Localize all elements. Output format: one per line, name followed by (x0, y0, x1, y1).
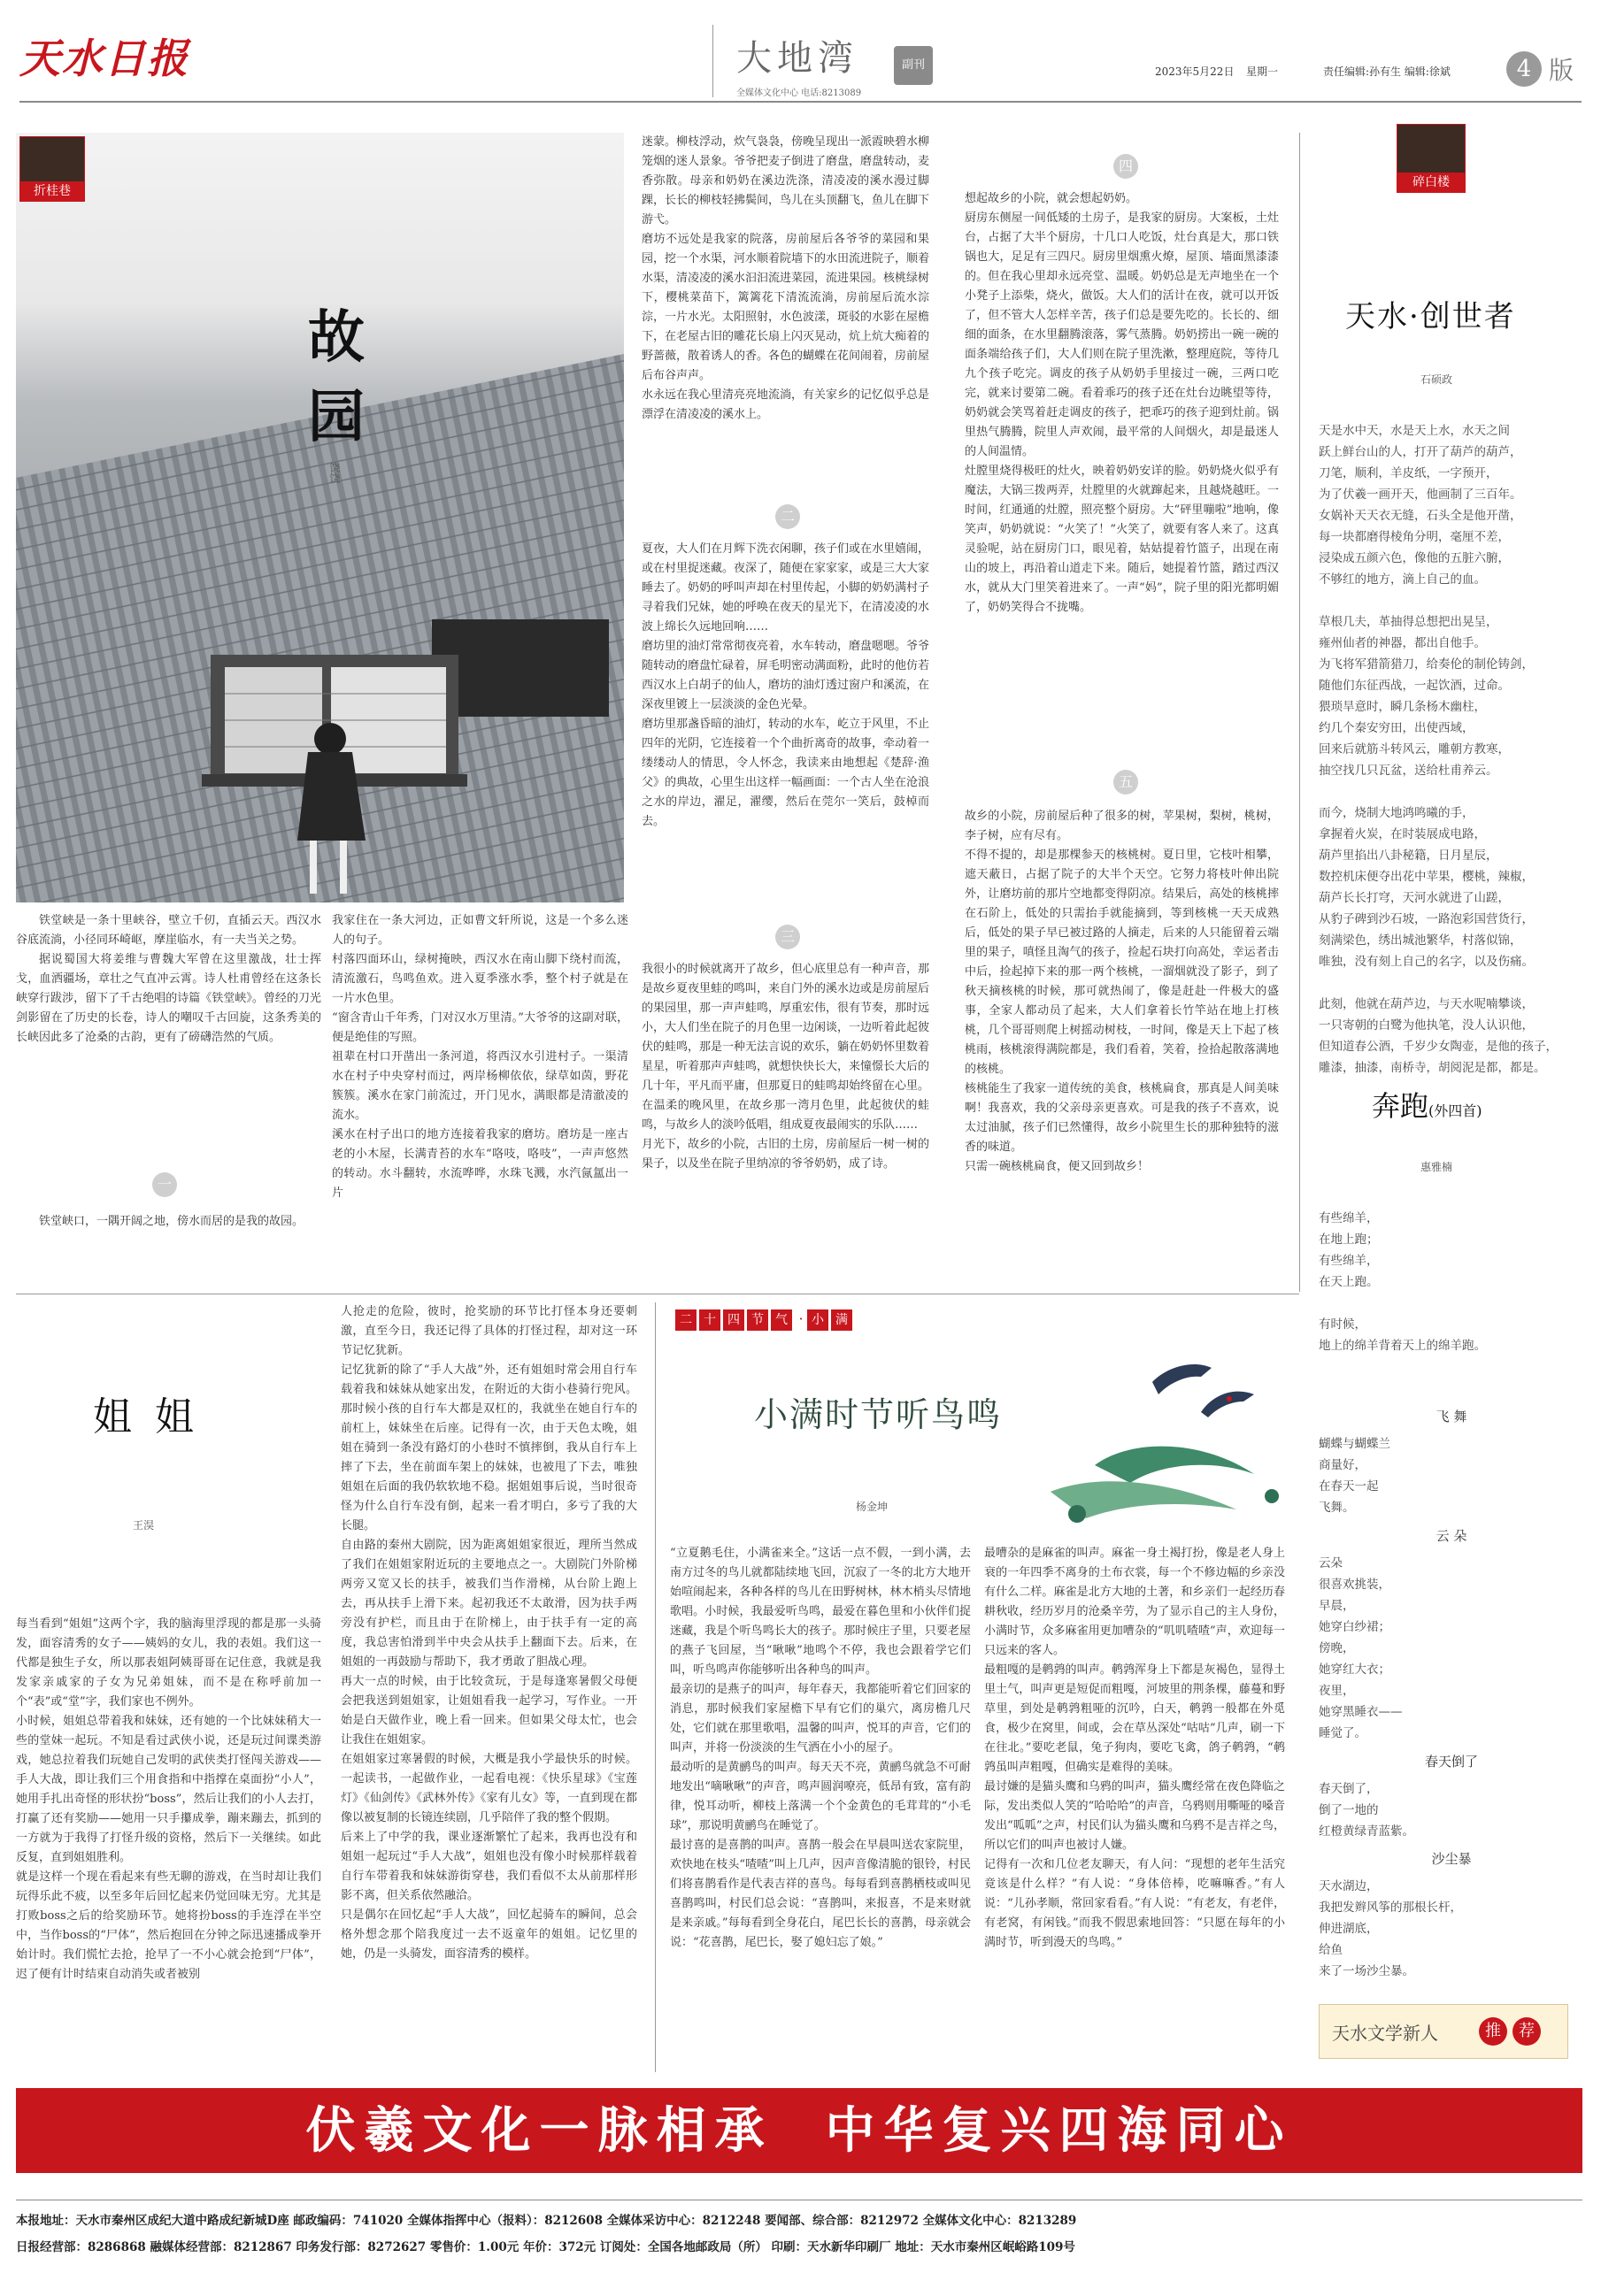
article-author: 饶饶 (328, 462, 341, 483)
jiejie-col1: 每当看到“姐姐”这两个字，我的脑海里浮现的都是那一头骑发，面容清秀的女子——姨妈的女儿，我的表姐。我们这一代都是独生子女，所以那表姐阿姨哥哥在记住意，我就是我发家亲戚家的子女为兄弟姐妹，而不是在称呼前加一个“表”或“堂”字，我们家也不例外。 小时候，姐姐总带着我和妹妹，还有她的一个比妹妹稍大一些的堂妹一起玩。不知是看过武侠小说，还是玩过间谍类游戏，她总拉着我们玩她自己发明的武侠类打怪闯关游戏——手人大战，即让我们三个用食指和中指撑在桌面扮“小人”，她用手扎出奇怪的形状扮“boss”，然后让我们的小人去打，打赢了还有奖励——她用一只手攥成拳，蹦来蹦去，抓到的一方就为于我得了打怪升级的资格，然后下一关继续。如此反复，直到姐姐胜利。 就是这样一个现在看起来有些无聊的游戏，在当时却让我们玩得乐此不疲，以至多年后回忆起来仍觉回味无穷。尤其是打败boss之后的给奖励环节。她将扮boss的手连浮在半空中，当作boss的“尸体”，然后抱回在分钟之际迅速播成拳开始计时。我们慌忙去抢，抢早了一不小心就会抢到“尸体”，迟了便有计时结束自动消失或者被别 (16, 1617, 321, 1981)
recommend-badge-2: 荐 (1512, 2017, 1541, 2046)
poem-title-benpao: 奔跑(外四首) (1372, 1089, 1482, 1123)
guyuan-col1-c: 铁堂峡口，一隅开阔之地，傍水而居的是我的故园。 (39, 1215, 304, 1228)
guyuan-col3-a: 迷蒙。柳枝浮动，炊气袅袅，傍晚呈现出一派霞映碧水柳笼烟的迷人景象。爷爷把麦子倒进了磨盘，磨盘转动，麦香弥散。母亲和奶奶在溪边洗涤，清凌凌的溪水漫过脚踝，长长的柳枝轻拂鬓间，鸟儿在头顶翻飞，鱼儿在脚下游弋。 磨坊不远处是我家的院落，房前屋后各爷爷的菜园和果园，挖一个水渠，河水顺着院墙下的水田流进院子，顺着水渠，清凌凌的溪水汩汩流进菜园，流进果园。核桃绿树下，樱桃菜苗下，篱篱花下清流流淌，房前屋后流水淙淙，一片水光。太阳照射，水色波漾，斑驳的水影在屋檐下，在老屋古旧的雕花长扇上闪灭晃动，炕上炕大痴着的野蔷薇，散着诱人的香。各色的蝴蝶在花间闹着，房前屋后布谷声声。 水永远在我心里清亮亮地流淌，有关家乡的记忆似乎总是漂浮在清凌凌的溪水上。 (642, 135, 930, 421)
poem-author-benpao: 惠雅楠 (1420, 1161, 1453, 1173)
slogan-banner: 伏羲文化一脉相承 中华复兴四海同心 (16, 2088, 1582, 2173)
subpoem-body-3: 春天倒了， 倒了一地的 红橙黄绿青蓝紫。 (1319, 1782, 1414, 1839)
column-logo-box (19, 136, 85, 202)
article-author-jiejie: 王淏 (133, 1519, 155, 1532)
guyuan-col4-a: 想起故乡的小院，就会想起奶奶。 厨房东侧屋一间低矮的土房子，是我家的厨房。大案板，土灶台，占据了大半个厨房，十几口人吃饭，灶台真是大，那口铁锅也大，足足有三四尺。厨房里烟熏火燎，屋顶、墙面黑漆漆的。但在我心里却永远亮堂、温暖。奶奶总是无声地坐在一个小凳子上添柴，烧火，做饭。大人们的活计在夜，就可以开饭了，但不管大人怎样辛苦，孩子们总是要先吃的。长长的、细细的面条，在水里翻腾滚落，雾气蒸腾。奶奶捞出一碗一碗的面条端给孩子们，大人们则在院子里洗漱，整理庭院，等待几九个孩子吃完。调皮的孩子从奶奶手里接过一碗，三两口吃完，就来讨要第二碗。看着乖巧的孩子还在灶台边眺望等待，奶奶就会笑骂着赶走调皮的孩子，把乖巧的孩子迎到灶前。锅里热气腾腾，院里人声欢闹，最平常的人间烟火，却是最迷人的人间温情。 灶膛里烧得极旺的灶火，映着奶奶安详的脸。奶奶烧火似乎有魔法，大锅三拨两弄，灶膛里的火就蹿起来，且越烧越旺。一时间，红通通的灶膛，照亮整个厨房。大“砰里嘣啦”地响，像笑声，奶奶就说：“火笑了！”火笑了，就要有客人来了。这真灵验呢，站在厨房门口，眼见着，姑姑提着竹篮子，出现在南山的坡上，再沿着山道走下来。随后，她提着竹篮，踏过西汉水，就从大门里笑着进来了。一声“妈”，院子里的阳光都明媚了，奶奶笑得合不拢嘴。 (965, 192, 1279, 614)
guyuan-col1-a: 铁堂峡是一条十里峡谷，壁立千仞，直插云天。西汉水谷底流淌，小径同环崎岖，摩崖临水，有一夫当关之势。 据说蜀国大将姜维与曹魏大军曾在这里激战，壮士挥戈，血洒疆场，章壮之气直冲云霄。诗人杜甫曾经在这条长峡穿行跋涉，留下了千古绝唱的诗篇《铁堂峡》。曾经的刀光剑影留在了历史的长卷，诗人的嘲叹千古回旋，这条秀美的长峡因此多了沧桑的古韵，更有了磅礴浩然的气质。 (16, 914, 321, 1044)
recommend-label: 天水文学新人 (1332, 2023, 1438, 2044)
footer-info: 本报地址：天水市秦州区成纪大道中路成纪新城D座 邮政编码：741020 全媒体指挥中心（报料）：8212608 全媒体采访中心：8212248 要闻部、综合部：8212972 全媒体文化中心：8213289 日报经营部：8286868 融媒体经营部：8212867 印务发行部：8272627 零售价：1.00元 年价：372元 订阅处：全国各地邮政局（所） 印刷：天水新华印刷厂 地址：天水市秦州区岷峪路109号 (16, 2214, 1077, 2254)
xiaoman-col2: 最嘈杂的是麻雀的叫声。麻雀一身土褐打扮，像是老人身上衰的一年四季不离身的土布衣裳，每一个不修边幅的乡亲没有什么二样。麻雀是北方大地的土著，和乡亲们一起经历春耕秋收，经历岁月的沧桑辛劳，为了显示自己的主人身份，小满时节，众多麻雀用更加嘈杂的“叽叽喳喳”声，欢迎每一只远来的客人。 最粗嘎的是鹌鹑的叫声。鹌鹑浑身上下都是灰褐色，显得土里土气，叫声更是短促而粗嘎，河坡里的荆条棵，藤蔓和野草里，到处是鹌鹑粗哑的沉吟，白天，鹌鹑一般都在外觅食，极少在窝里，间或，会在草丛深处“咕咕”几声，刷一下在往北。”要吃老鼠，兔子狗肉，要吃飞禽，鸽子鹌鹑，“鹌鹑虽叫声粗嘎，但确实是难得的美味。 最讨嫌的是猫头鹰和乌鸦的叫声，猫头鹰经常在夜色降临之际，发出类似人笑的“哈哈哈”的声音，乌鸦则用嘶哑的嗓音发出“呱呱”之声，村民们认为猫头鹰和乌鸦不是吉祥之鸟，所以它们的叫声也被讨人嫌。 记得有一次和几位老友聊天，有人问：“现想的老年生活究竟该是什么样？”有人说：“身体倍棒，吃嘛嘛香。”有人说：“儿孙孝顺，常回家看看。”有人说：“有老友，有老伴，有老窝，有闲钱。”而我不假思索地回答：“只愿在每年的小满时节，听到漫天的鸟鸣。” (984, 1547, 1285, 1949)
section-badge: 副刊 (894, 46, 933, 85)
subpoem-body-2: 云朵 很喜欢挑装， 早晨， 她穿白纱裙； 傍晚， 她穿红大衣； 夜里， 她穿黑睡衣—— 睡觉了。 (1319, 1556, 1403, 1740)
issue-weekday: 星期一 (1246, 65, 1279, 78)
subpoem-title-1: 飞 舞 (1436, 1409, 1467, 1424)
masthead-rule (19, 101, 1582, 103)
guyuan-col4-b: 故乡的小院，房前屋后种了很多的树，苹果树，梨树，桃树，李子树，应有尽有。 不得不提的，却是那棵参天的核桃树。夏日里，它枝叶相攀，遮天蔽日，占据了院子的大半个天空。它努力将枝叶伸出院外，让磨坊前的那片空地都变得阴凉。结果后，高处的核桃摔在石阶上，低处的只需抬手就能摘到，等到核桃一天天成熟后，低处的果子早已被过路的人摘走，后来的人只能留着云端里的果子，嗔怪且淘气的孩子，捡起石块打向高处，幸运者击中后，捡起掉下来的那一两个核桃，一溜烟就没了影子，到了秋天摘核桃的时候，那可就热闹了，像是赶赴一件极大的盛事，全家人都动员了起来，大人们拿着长竹竿站在地上打核桃，几个哥哥则爬上树摇动树枝，一时间，像是天上下起了核桃雨，核桃滚得满院都是，我们看着，笑着，捡拾起散落满地的核桃。 核桃能生了我家一道传统的美食，核桃扁食，那真是人间美味啊！我喜欢，我的父亲母亲更喜欢。可是我的孩子不喜欢，说太过油腻，孩子们已然懂得，故乡小院里生长的那种独特的滋香的味道。 只需一碗核桃扁食，便又回到故乡！ (965, 810, 1279, 1173)
subpoem-title-4: 沙尘暴 (1431, 1851, 1472, 1867)
subpoem-title-3: 春天倒了 (1424, 1754, 1478, 1770)
banner-char-3: 四 (723, 1309, 744, 1331)
poem-body-chuangshi: 天是水中天，水是天上水，水天之间 跃上鲜台山的人，打开了葫芦的葫芦， 刀笔，顺利，羊皮纸，一字预开， 为了伏羲一画开天，他画制了三百年。 女娲补天天衣无缝，石头全是他开凿， 每一块都磨得棱角分明，毫厘不差， 浸染成五颜六色，像他的五脏六腑， 不够红的地方，滴上自己的血。 草根几夫，革抽得总想把出晃呈， 雍州仙者的神器，都出自他手。 为飞将军猎箭猎刀，给奏伦的制伦铸剑， 随他们东征西战，一起饮酒，过命。 猥琐旱意时，瞬几条杨木幽柱， 约几个秦安穷田，出使西域， 回来后就筋斗转风云，雕朝方教寒， 抽空找几只瓦盆，送给杜甫养云。 而今，烧制大地鸿鸣曦的手， 拿握着火炭，在时装展成电路， 葫芦里掐出八卦秘籍，日月星辰， 数控机床便夺出花中苹果，樱桃，辣椒， 葫芦长长打穹，天河水就进了山蹉， 从豹子碑到沙石坡，一路泡彩国营货行， 刻满梁色，绣出城池繁华，村落似锦， 唯独，没有刻上自己的名字，以及伤痛。 此刻，他就在葫芦边，与天水呢喃攀谈， 一只寄朝的白鹭为他执笔，没人认识他， 但知道春公酒，千岁少女陶壶，是他的孩子， 雕漆，抽漆，南桥寺，胡阅泥是都，都是。 (1319, 424, 1558, 1075)
editor-credit: 责任编辑:孙有生 编辑:徐斌 (1323, 65, 1451, 78)
banner-char-2: 十 (699, 1309, 720, 1331)
article-title-jiejie: 姐 姐 (93, 1394, 199, 1440)
column-divider-right (1299, 133, 1300, 1292)
page-number-badge: 4 (1506, 51, 1542, 87)
section-number-1: 一 (152, 1172, 177, 1197)
section-number-4: 四 (1113, 154, 1138, 179)
xiaoman-col1: “立夏鹅毛住，小满雀来全。”这话一点不假，一到小满，去南方过冬的鸟儿就都陆续地飞回，沉寂了一冬的北方大地开始喧闹起来，各种各样的鸟儿在田野树林，林木梢头尽情地歌唱。小时候，我最爱听鸟鸣，最爱在暮色里和小伙伴们捉迷藏，我是个听鸟鸣长大的孩子。那时候庄子里，只要老屋的燕子飞回屋，当“啾啾”地鸣个不停，我也会跟着学它们叫，听鸟鸣声你能够听出各种鸟的叫声。 最亲切的是燕子的叫声，每年春天，我都能听着它们回家的消息，那时候我们家屋檐下早有它们的巢穴，离房檐几尺处，它们就在那里歌唱，温馨的叫声，悦耳的声音，它们的叫声，并将一份淡淡的生气洒在小小的屋子。 最动听的是黄鹂鸟的叫声。每天天不亮，黄鹂鸟就急不可耐地发出“嘀啾啾”的声音，鸣声圆润嘹亮，低昂有致，富有韵律，悦耳动听，柳枝上落满一个个金黄色的毛茸茸的“小毛球”，那说明黄鹂鸟在睡觉了。 最讨喜的是喜鹊的叫声。喜鹊一般会在早晨叫送农家院里，欢快地在枝头“喳喳”叫上几声，因声音像清脆的银铃，村民们将喜鹊看作是代表吉祥的喜鸟。每每看到喜鹊栖枝或叫见喜鹊鸣叫，村民们总会说：“喜鹊叫，来报喜，不是来财就是来亲戚。”每每看到全身花白，尾巴长长的喜鹊，母亲就会说：“花喜鹊，尾巴长，娶了媳妇忘了娘。” (670, 1547, 971, 1949)
banner-char-6: 小 (807, 1309, 828, 1331)
guyuan-col3-c: 我很小的时候就离开了故乡，但心底里总有一种声音，那是故乡夏夜里蛙的鸣叫，来自门外的溪水边或是房前屋后的果园里，那一声声蛙鸣，厚重宏伟，很有节奏，那时远小，大人们坐在院子的月色里一边闲谈，一边听着此起彼伏的蛙鸣，那是一种无法言说的欢乐，躺在奶奶怀里数着星星，听着那声声蛙鸣，就想快快长大，来憧憬长大后的几十年，平凡而平庸，但那夏日的蛙鸣却始终留在心里。 在温柔的晚风里，在故乡那一湾月色里，此起彼伏的蛙鸣，与故乡人的淡吟低唱，组成夏夜最闹实的乐队…… 月光下，故乡的小院，古旧的土房，房前屋后一树一树的果子，以及坐在院子里纳凉的爷爷奶奶，成了诗。 (642, 963, 930, 1171)
article-title-char-2: 园 (308, 384, 365, 450)
section-number-3: 三 (775, 925, 800, 949)
article-title-xiaoman: 小满时节听鸟鸣 (754, 1395, 1003, 1434)
column-logo-label-2: 碎白楼 (1397, 173, 1465, 192)
section-title: 大地湾 (736, 38, 858, 79)
column-divider-mid (655, 1302, 656, 2072)
column-logo-label: 折桂巷 (20, 181, 84, 201)
banner-char-4: 节 (747, 1309, 768, 1331)
recommend-badge-1: 推 (1479, 2017, 1507, 2046)
subpoem-title-2: 云 朵 (1436, 1528, 1467, 1544)
banner-char-7: 满 (831, 1309, 852, 1331)
recommend-box (1319, 2004, 1568, 2059)
column-logo-box-2 (1397, 124, 1466, 193)
xiaoman-header (670, 1306, 1289, 1540)
courtyard-photo (16, 133, 624, 902)
masthead-divider (712, 25, 713, 97)
subpoem-body-1: 蝴蝶与蝴蝶兰 商量好， 在春天一起 飞舞。 (1319, 1437, 1390, 1515)
guyuan-col2: 我家住在一条大河边，正如曹文轩所说，这是一个多么迷人的句子。 村落四面环山，绿树掩映，西汉水在南山脚下绕村而流，清流激石，鸟鸣鱼欢。进入夏季涨水季，整个村子就是在一片水色里。 “窗含青山千年秀，门对汉水万里清。”大爷爷的这副对联，便是绝佳的写照。 祖辈在村口开凿出一条河道，将西汉水引进村子。一渠清水在村子中央穿村而过，两岸杨柳依依，绿草如茵，野花簇簇。溪水在家门前流过，开门见水，满眼都是清澈凌的流水。 溪水在村子出口的地方连接着我家的磨坊。磨坊是一座古老的小木屋，长满青苔的水车“咯吱，咯吱”，一声声悠然的转动。水斗翻转，水流哗哗，水珠飞溅，水汽氤氲出一片 (332, 914, 628, 1200)
issue-date: 2023年5月22日 (1155, 65, 1235, 78)
banner-dot: · (798, 1310, 804, 1327)
article-author-xiaoman: 杨金坤 (856, 1501, 889, 1513)
section-number-2: 二 (775, 504, 800, 529)
section-number-5: 五 (1113, 770, 1138, 795)
poem-title-chuangshi: 天水·创世者 (1345, 299, 1516, 334)
section-subtitle: 全媒体文化中心 电话:8213089 (736, 88, 862, 98)
article-title-char-1: 故 (308, 304, 365, 371)
poem-body-benpao: 有些绵羊， 在地上跑； 有些绵羊， 在天上跑。 有时候， 地上的绵羊背着天上的绵羊跑。 (1319, 1211, 1486, 1353)
roof-illustration (16, 133, 624, 902)
banner-char-1: 二 (675, 1309, 697, 1331)
page-unit: 版 (1549, 56, 1574, 85)
banner-char-5: 气 (771, 1309, 792, 1331)
masthead-logo: 天水日报 (19, 35, 189, 82)
guyuan-col3-b: 夏夜，大人们在月辉下洗衣闲聊，孩子们或在水里嬉闹，或在村里捉迷藏。夜深了，随便在家家家，或是三大大家睡去了。奶奶的呼叫声却在村里传起，小脚的奶奶满村子寻着我们兄妹，她的呼唤在夜天的星光下，在清凌凌的水波上绵长久远地回响…… 磨坊里的油灯常常彻夜亮着，水车转动，磨盘嗯嗯。爷爷随转动的磨盘忙碌着，屏毛明密动满面粉，此时的他仿若西汉水上白胡子的仙人，磨坊的油灯透过窗户和溪流，在深夜里镀上一层淡淡的金色光晕。 磨坊里那盏昏暗的油灯，转动的水车，屹立于风里，不止四年的光阴，它连接着一个个曲折离奇的故事，牵动着一缕缕动人的情思，令人怀念，我读来由地想起《楚辞·渔父》的典故，心里生出这样一幅画面：一个古人坐在沧浪之水的岸边，濯足，濯缨，然后在莞尔一笑后，鼓棹而去。 (642, 542, 930, 828)
subpoem-body-4: 天水湖边， 我把发辫风筝的那根长杆， 伸进湖底， 给鱼 来了一场沙尘暴。 (1319, 1879, 1462, 1978)
poem-author-chuangshi: 石硕政 (1420, 373, 1453, 386)
jiejie-col2: 人抢走的危险，彼时，抢奖励的环节比打怪本身还要刺激，直至今日，我还记得了具体的打怪过程，却对这一环节记忆犹新。 记忆犹新的除了“手人大战”外，还有姐姐时常会用自行车载着我和妹妹从她家出发，在附近的大街小巷骑行兜风。那时候小孩的自行车大都是双杠的，我就坐在她自行车的前杠上，妹妹坐在后座。记得有一次，由于天色太晚，姐姐在骑到一条没有路灯的小巷时不慎摔倒，我从自行车上摔了下去，坐在前面车架上的妹妹，也被甩了下去，唯独姐姐在后面的我仍软软地不稳。据姐姐事后说，当时很奇怪为什么自行车没有倒，起来一看才明白，多亏了我的大长腿。 自由路的秦州大剧院，因为距离姐姐家很近，理所当然成了我们在姐姐家附近玩的主要地点之一。大剧院门外阶梯两旁又宽又长的扶手，被我们当作滑梯，从台阶上跑上去，再从扶手上滑下来。起初我还不太敢滑，因为扶手两旁没有护栏，而且由于在阶梯上，由于扶手有一定的高度，我总害怕滑到半中央会从扶手上翻面下去。后来，在姐姐的一再鼓励与帮助下，我才勇敢了胆战心理。 再大一点的时候，由于比较贪玩，于是每逢寒暑假父母便会把我送到姐姐家，让姐姐看我一起学习，写作业。一开始是白天做作业，晚上看一回来。但如果父母太忙，也会让我住在姐姐家。 在姐姐家过寒暑假的时候，大概是我小学最快乐的时候。一起读书，一起做作业，一起看电视：《快乐星球》《宝莲灯》《仙剑传》《武林外传》《家有儿女》等，一直到现在都像以被复制的长镜连续剧，几乎陪伴了我的整个假期。 后来上了中学的我，课业逐渐繁忙了起来，我再也没有和姐姐一起玩过“手人大战”，姐姐也没有像小时候那样载着自行车带着我和妹妹游街穿巷，我们看似不太从前那样形影不离，但关系依然融洽。 只是偶尔在回忆起“手人大战”，回忆起骑车的瞬间，总会格外想念那个陪我度过一去不返童年的姐姐。记忆里的她，仍是一头骑发，面容清秀的模样。 (341, 1305, 637, 1961)
